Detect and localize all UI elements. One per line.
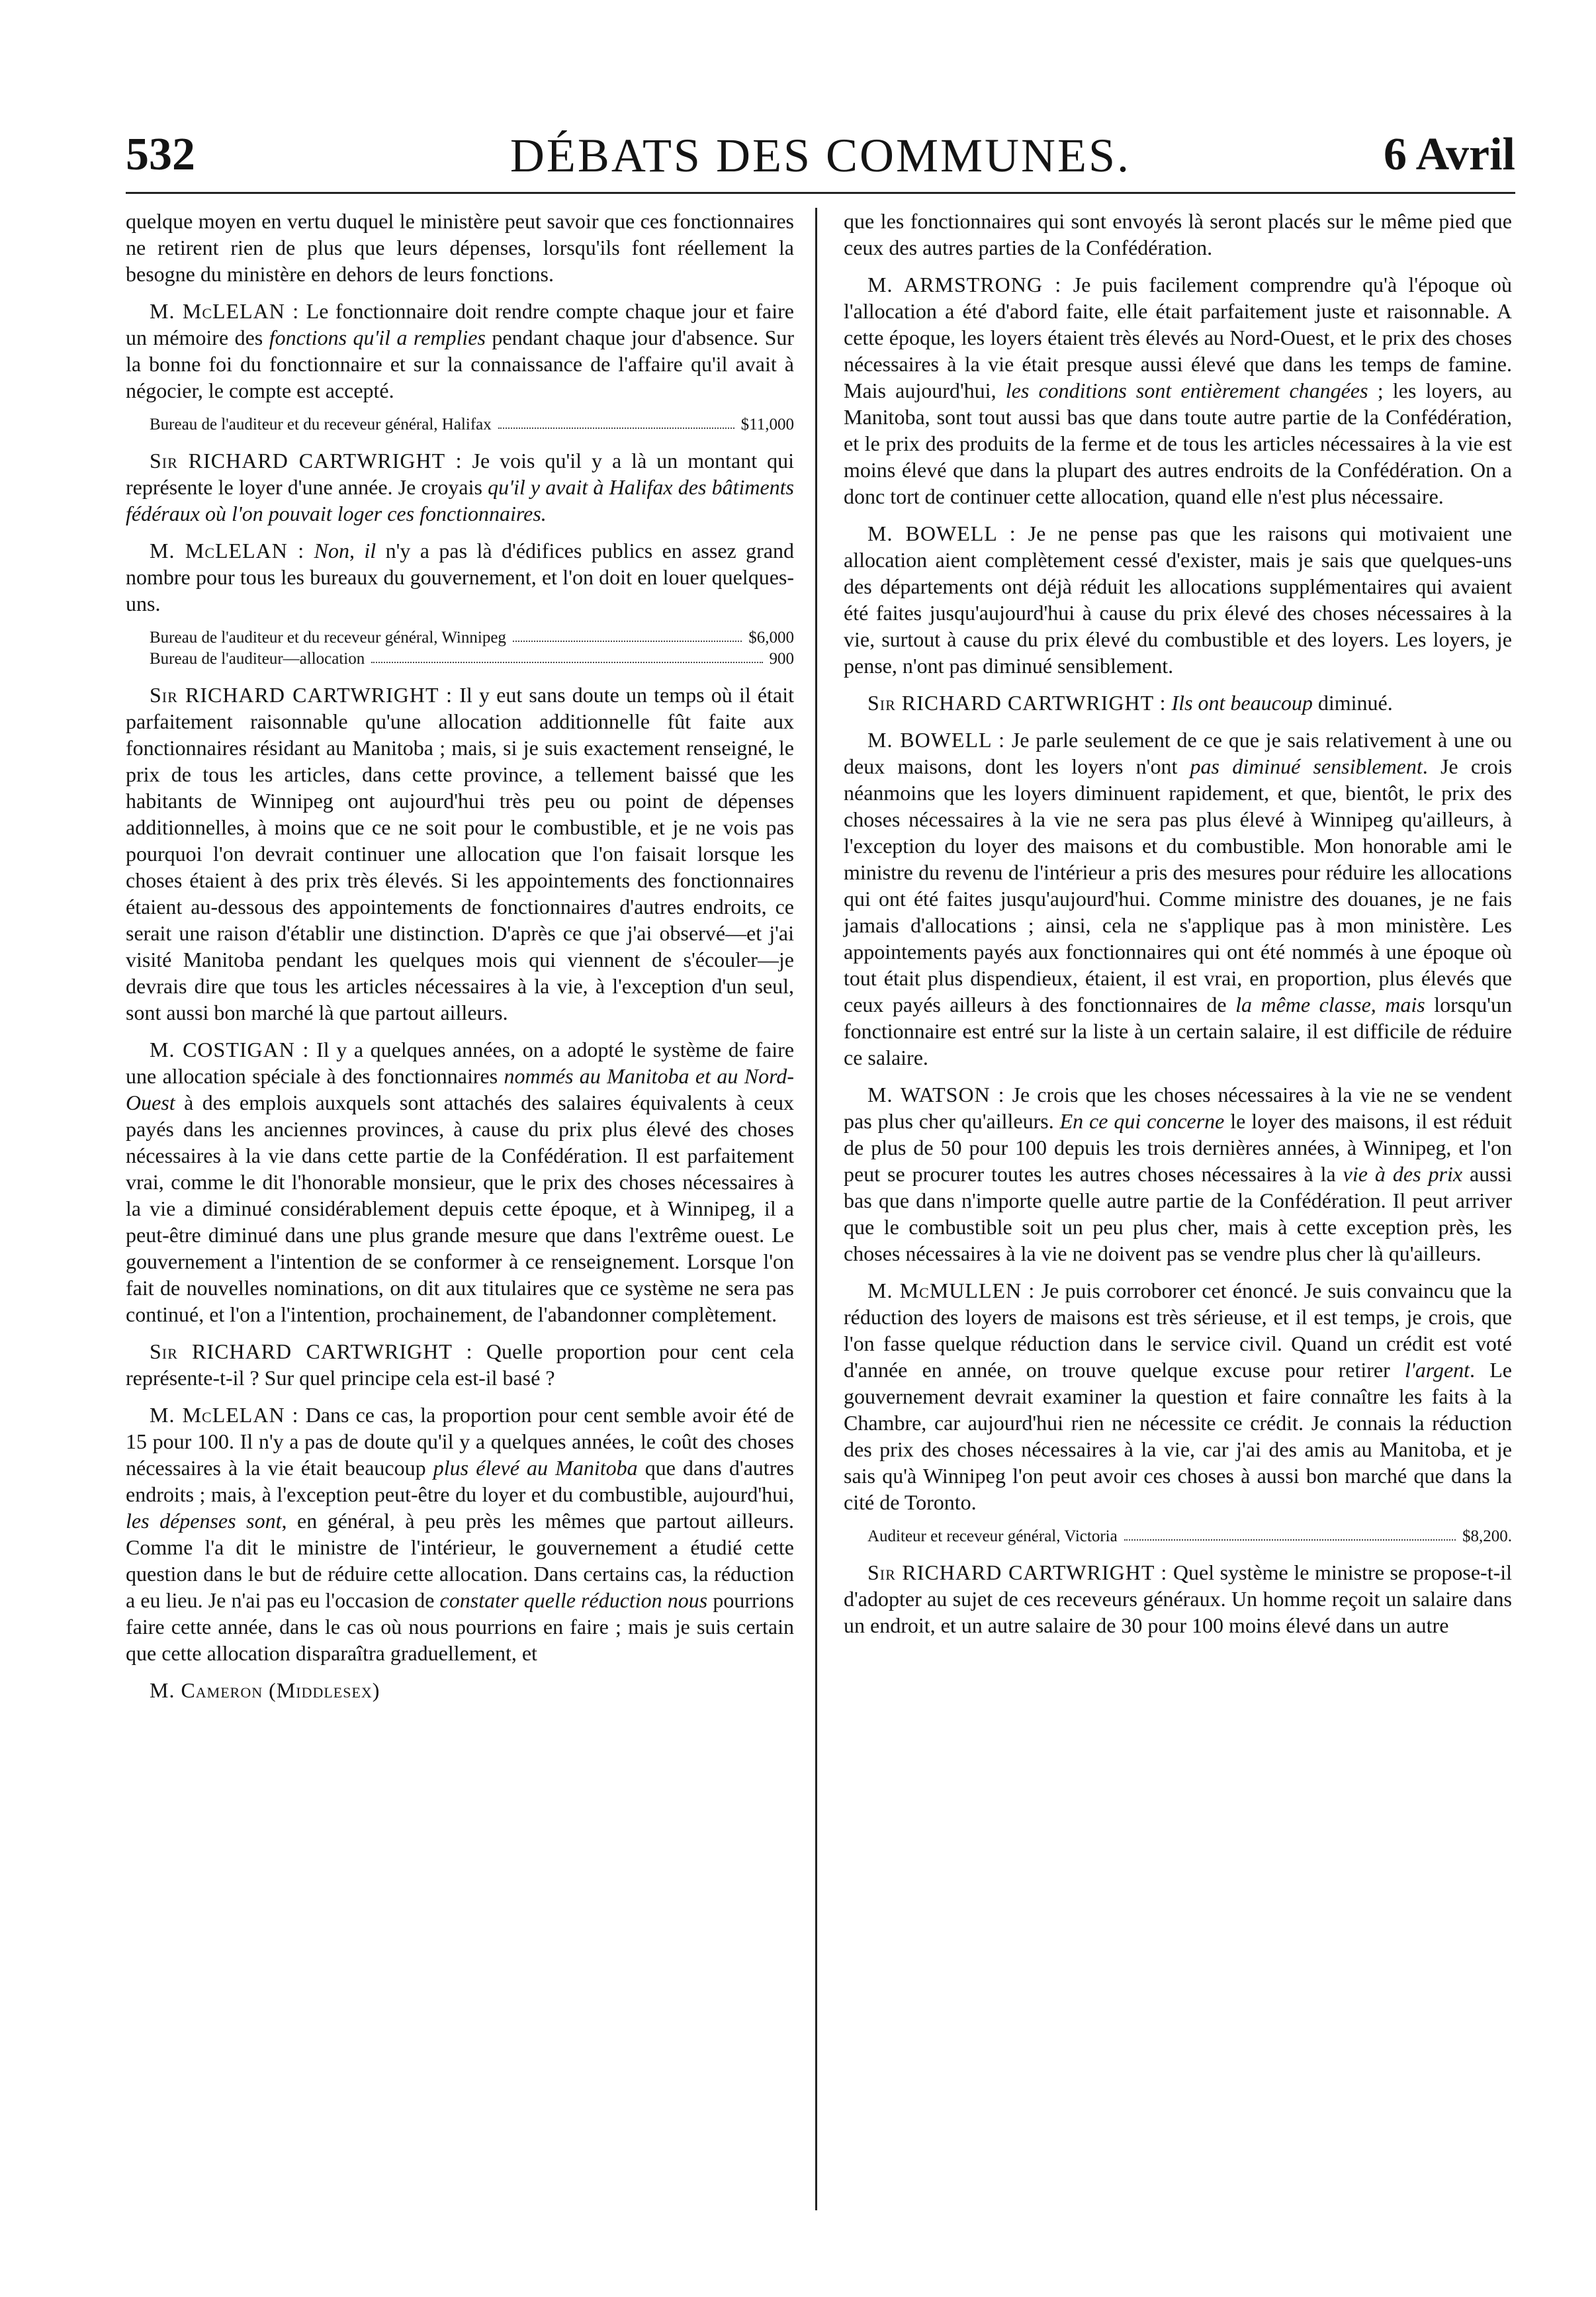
speaker: Sir RICHARD CARTWRIGHT : <box>150 449 463 473</box>
paragraph <box>126 298 794 404</box>
italic-text: plus élevé au Manitoba <box>433 1456 638 1480</box>
text: Dans ce cas, la proportion pour cent semble avoir été de 15 pour 100. Il n'y a pas de doute qu'il y a quelques années, le coût des choses nécessaires à la vie était beaucoup <box>126 1403 794 1480</box>
paragraph: que les fonctionnaires qui sont envoyés là seront placés sur le même pied que ceux des autres parties de la Confédération. <box>844 209 1512 259</box>
paragraph <box>844 271 1512 510</box>
paragraph <box>126 1036 794 1328</box>
page-number: 532 <box>126 129 195 180</box>
text: aussi bas que dans n'importe quelle autre partie de la Confédération. Il peut arriver que le combustible soit un peu plus cher, mais à cette exception près, les choses nécessaires à la vie ne doivent pas se vendre plus cher là qu'ailleurs. <box>844 1162 1513 1265</box>
text: Il y a quelques années, on a adopté le système de faire une allocation spéciale à des fonctionnaires <box>126 1038 795 1088</box>
text: pendant chaque jour d'absence. Sur la bonne foi du fonctionnaire et sur la connaissance de l'affaire qu'il avait à négocier, le compte est accepté. <box>126 326 795 402</box>
right-column <box>844 208 1512 1649</box>
italic-text: Ils ont beaucoup <box>1171 691 1313 715</box>
header-rule <box>126 192 1515 194</box>
italic-text: fonctions qu'il a remplies <box>269 326 486 349</box>
paragraph <box>844 690 1512 716</box>
item-amount: $11,000 <box>740 416 794 433</box>
speaker: M. WATSON : <box>867 1083 1005 1106</box>
page-date: 6 Avril <box>1384 129 1515 180</box>
text: n'y a pas là d'édifices publics en assez grand nombre pour tous les bureaux du gouvernement, et l'on doit en louer quelques-uns. <box>126 539 795 615</box>
item-label: Auditeur et receveur général, Victoria <box>867 1527 1118 1545</box>
text: Je vois qu'il y a là un montant qui représente le loyer d'une année. Je croyais <box>126 449 795 499</box>
text: . Je crois néanmoins que les loyers diminuent rapidement, et que, bientôt, le prix des choses nécessaires à la vie ne sera pas plus élevé à Winnipeg qu'ailleurs, à l'exception du loyer des maisons et du combustible. Mon honorable ami le ministre du revenu de l'intérieur a pris des mesures pour réduire les allocations qui ont été faites jusqu'aujourd'hui. Comme ministre des douanes, je ne fais jamais d'allocations ; ainsi, cela ne s'applique pas à mon ministère. Les appointements payés aux fonctionnaires qui ont été nommés à une époque où tout était plus dispendieux, étaient, il est vrai, en proportion, plus élevés que ceux payés ailleurs à des fonctionnaires de <box>844 754 1513 1016</box>
left-column <box>126 208 794 1714</box>
budget-item <box>126 627 794 670</box>
speaker: M. McLELAN : <box>150 1403 299 1427</box>
text: Il y eut sans doute un temps où il était parfaitement raisonnable qu'une allocation additionnelle fût faite aux fonctionnaires résidant au Manitoba ; mais, si je suis exactement renseigné, le prix de tous les articles, dans cette province, a tellement baissé que les habitants de Winnipeg ont aujourd'hui très peu ou point de dépenses additionnelles, à moins que ce ne soit pour le combustible, et je ne vois pas pourquoi l'on devrait continuer une allocation que l'on faisait lorsque les choses étaient à des prix très élevés. Si les appointements des fonctionnaires étaient au-dessous des appointements de fonctionnaires d'autres endroits, ce serait une raison d'établir une distinction. D'après ce que j'ai observé—et j'ai visité Manitoba pendant les quelques mois qui viennent de s'écouler—je devrais dire que tous les articles nécessaires à la vie, à l'exception d'un seul, sont aussi bon marché là que partout ailleurs. <box>126 683 795 1024</box>
closing-speaker: M. Cameron (Middlesex) <box>150 1678 380 1702</box>
paragraph <box>844 1277 1512 1515</box>
text: Le fonctionnaire doit rendre compte chaque jour et faire un mémoire des <box>126 299 794 349</box>
italic-text: Non, il <box>314 539 377 563</box>
page-header <box>126 126 1515 185</box>
italic-text: nommés au Manitoba et au Nord-Ouest <box>126 1064 795 1114</box>
italic-text: qu'il y avait à Halifax des bâtiments fédéraux où l'on pouvait loger ces fonctionnaires. <box>126 475 795 525</box>
budget-item <box>126 414 794 435</box>
leader-dots <box>498 414 734 429</box>
paragraph <box>126 537 794 617</box>
document-page <box>126 126 1515 2230</box>
paragraph <box>126 1338 794 1391</box>
budget-item <box>844 1526 1512 1547</box>
item-amount: $6,000 <box>748 629 794 647</box>
leader-dots <box>1124 1526 1456 1541</box>
speaker: Sir RICHARD CARTWRIGHT : <box>867 1560 1168 1584</box>
italic-text: la même classe, mais <box>1235 993 1425 1016</box>
leader-dots <box>371 649 762 663</box>
text: Quel système le ministre se propose-t-il d'adopter au sujet de ces receveurs généraux. Un homme reçoit un salaire dans un endroit, et un autre salaire de 30 pour 100 moins élevé dans un autre <box>844 1560 1513 1637</box>
speaker: M. McLELAN : <box>150 539 305 563</box>
speaker: Sir RICHARD CARTWRIGHT : <box>867 691 1167 715</box>
italic-text: En ce qui concerne <box>1059 1109 1225 1133</box>
text-columns <box>126 208 1515 2230</box>
item-label: Bureau de l'auditeur et du receveur général, Halifax <box>150 416 492 433</box>
speaker: Sir RICHARD CARTWRIGHT : <box>150 683 453 707</box>
text: Je puis facilement comprendre qu'à l'époque où l'allocation a été d'abord faite, elle était parfaitement juste et raisonnable. A cette époque, les loyers étaient très élevés au Nord-Ouest, et le prix des choses nécessaires à la vie était presque aussi élevé que dans les temps de famine. Mais aujourd'hui, <box>844 273 1513 402</box>
speaker: M. COSTIGAN : <box>150 1038 310 1061</box>
speaker: M. BOWELL : <box>867 521 1016 545</box>
italic-text: constater quelle réduction nous <box>439 1588 708 1612</box>
paragraph <box>844 520 1512 679</box>
paragraph <box>844 1559 1512 1639</box>
text: diminué. <box>1312 691 1393 715</box>
text: . Le gouvernement devrait examiner la question et faire connaître les faits à la Chambre, car aujourd'hui rien ne nécessite ce crédit. Je connais la réduction des prix des choses nécessaires à la vie, car j'ai des amis au Manitoba, et je sais qu'à Winnipeg l'on peut avoir ces choses à aussi bon marché que dans la cité de Toronto. <box>844 1358 1513 1514</box>
text: ; les loyers, au Manitoba, sont tout aussi bas que dans toute autre partie de la Confédération, et le prix des produits de la ferme et de tous les articles nécessaires à la vie est moins élevé que dans la plupart des autres endroits de la Confédération. On a donc tort de continuer cette allocation, quand elle n'est plus nécessaire. <box>844 379 1513 508</box>
paragraph: quelque moyen en vertu duquel le ministère peut savoir que ces fonctionnaires ne retirent rien de plus que leurs dépenses, lorsqu'ils font réellement la besogne du ministère en dehors de leurs fonctions. <box>126 209 794 286</box>
item-label: Bureau de l'auditeur et du receveur général, Winnipeg <box>150 629 506 647</box>
text: que dans d'autres endroits ; mais, à l'exception peut-être du loyer et du combustible, aujourd'hui, <box>126 1456 795 1506</box>
text: lorsqu'un fonctionnaire est entré sur la liste à un certain salaire, il est difficile de réduire ce salaire. <box>844 993 1512 1069</box>
text: Je puis corroborer cet énoncé. Je suis convaincu que la réduction des loyers de maisons est très sérieuse, et il est temps, je crois, que l'on fasse quelque réduction dans le service civil. Quand un crédit est voté d'année en année, on trouve quelque excuse pour retirer <box>844 1279 1513 1382</box>
speaker: M. McLELAN : <box>150 299 300 323</box>
item-amount: 900 <box>769 650 794 668</box>
text: Je ne pense pas que les raisons qui motivaient une allocation aient complètement cessé d'exister, mais je sais que quelques-uns des départements ont déjà réduit les allocations supplémentaires qui avaient été faites jusqu'aujourd'hui à cause du prix élevé des choses nécessaires à la vie, surtout à cause du prix élevé du combustible et des loyers. Les loyers, je pense, n'ont pas diminué sensiblement. <box>844 521 1513 678</box>
italic-text: les dépenses sont <box>126 1509 282 1533</box>
text: Je crois que les choses nécessaires à la vie ne se vendent pas plus cher qu'ailleurs. <box>844 1083 1513 1133</box>
text: , en général, à peu près les mêmes que partout ailleurs. Comme l'a dit le ministre de l'intérieur, le gouvernement a étudié cette question dans le but de réduire cette allocation. Dans certains cas, la réduction a eu lieu. Je n'ai pas eu l'occasion de <box>126 1509 795 1612</box>
leader-dots <box>513 627 742 642</box>
italic-text: l'argent <box>1404 1358 1470 1382</box>
text: le loyer des maisons, il est réduit de plus de 50 pour 100 depuis les trois dernières années, à Winnipeg, et l'on peut se procurer toutes les autres choses nécessaires à la <box>844 1109 1513 1186</box>
text: Quelle proportion pour cent cela représente-t-il ? Sur quel principe cela est-il basé ? <box>126 1339 795 1390</box>
paragraph <box>844 727 1512 1071</box>
item-amount: $8,200. <box>1462 1527 1512 1545</box>
paragraph <box>126 447 794 527</box>
item-label: Bureau de l'auditeur—allocation <box>150 650 365 668</box>
paragraph <box>844 1081 1512 1267</box>
speaker: M. ARMSTRONG : <box>867 273 1062 296</box>
italic-text: pas diminué sensiblement <box>1190 754 1423 778</box>
speaker: M. BOWELL : <box>867 728 1006 752</box>
italic-text: les conditions sont entièrement changées <box>1005 379 1368 402</box>
text: à des emplois auxquels sont attachés des salaires équivalents à ceux payés dans les anciennes provinces, à cause du prix plus élevé des choses nécessaires à la vie dans cette partie de la Confédération. Il est parfaitement vrai, comme le dit l'honorable monsieur, que le prix des choses nécessaires à la vie a diminué considérablement depuis cette époque, et à Winnipeg, il a peut-être diminué dans une plus grande mesure que dans l'extrême ouest. Le gouvernement a l'intention de se conformer à ce renseignement. Lorsque l'on fait de nouvelles nominations, on dit aux titulaires que ce système ne sera pas continué, et l'on a l'intention, prochainement, de l'abandonner complètement. <box>126 1091 794 1326</box>
page-title: DÉBATS DES COMMUNES. <box>510 129 1131 182</box>
paragraph <box>126 682 794 1026</box>
speaker: Sir RICHARD CARTWRIGHT : <box>150 1339 473 1363</box>
speaker: M. McMULLEN : <box>867 1279 1036 1302</box>
text: pourrions faire cette année, dans le cas où nous pourrions en faire ; mais je suis certain que cette allocation disparaîtra graduellement, et <box>126 1588 795 1665</box>
paragraph <box>126 1402 794 1666</box>
italic-text: vie à des prix <box>1343 1162 1463 1186</box>
text: Je parle seulement de ce que je sais relativement à une ou deux maisons, dont les loyers n'ont <box>844 728 1513 778</box>
column-divider <box>815 208 817 2210</box>
